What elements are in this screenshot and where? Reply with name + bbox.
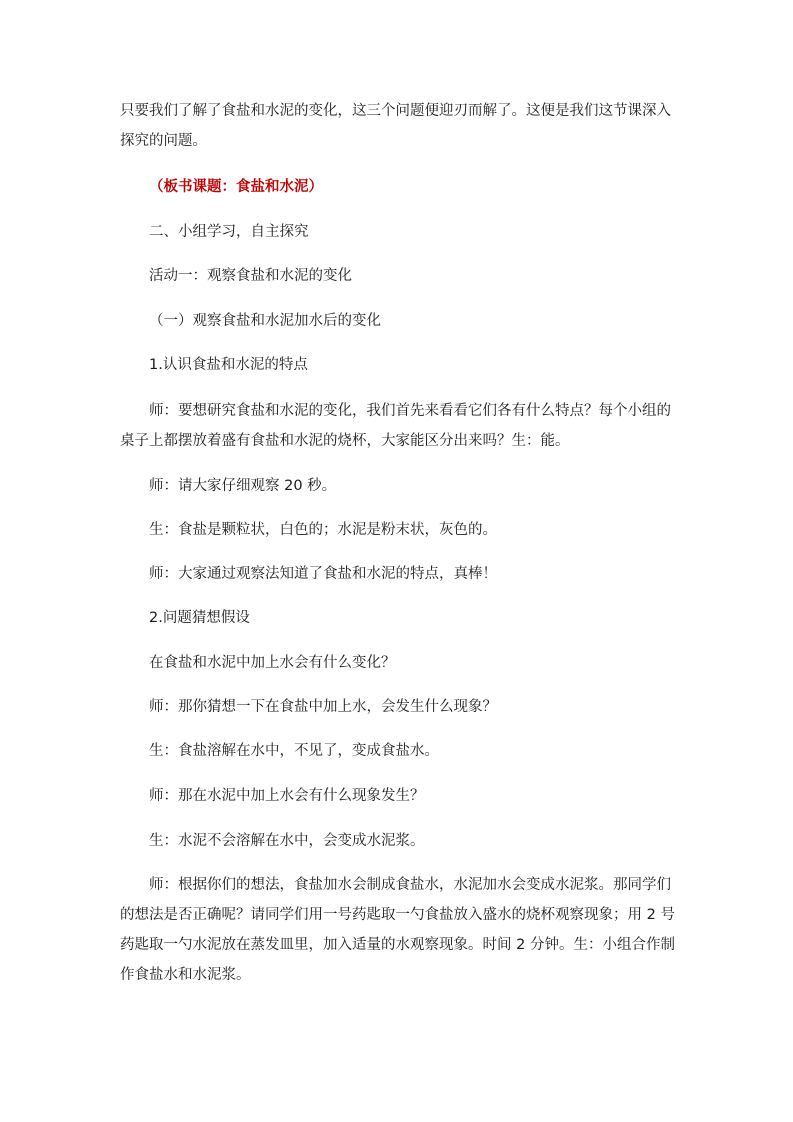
teacher-paragraph: 师：要想研究食盐和水泥的变化，我们首先来看看它们各有什么特点？每个小组的桌子上都摆放着盛有食盐和水泥的烧杯，大家能区分出来吗？生：能。	[120, 403, 671, 449]
teacher-paragraph: 师：请大家仔细观察 20 秒。	[149, 478, 337, 494]
teacher-paragraph: 师：那在水泥中加上水会有什么现象发生？	[149, 788, 425, 804]
section-heading: 二、小组学习，自主探究	[149, 224, 309, 240]
intro-paragraph: 只要我们了解了食盐和水泥的变化，这三个问题便迎刃而解了。这便是我们这节课深入探究的问题。	[120, 103, 671, 149]
student-paragraph: 生：食盐是颗粒状，白色的；水泥是粉末状，灰色的。	[149, 522, 497, 538]
lesson-title-heading: （板书课题：食盐和水泥）	[149, 179, 323, 195]
teacher-paragraph: 师：根据你们的想法，食盐加水会制成食盐水，水泥加水会变成水泥浆。那同学们的想法是否正确呢？请同学们用一号药匙取一勺食盐放入盛水的烧杯观察现象；用 2 号药匙取一勺水泥放在蒸发皿里，加入适量的水观察现象。时间 2 分钟。生：小组合作制作食盐水和水泥浆。	[120, 877, 675, 983]
student-paragraph: 生：水泥不会溶解在水中，会变成水泥浆。	[149, 833, 425, 849]
activity-heading: 活动一：观察食盐和水泥的变化	[149, 268, 352, 284]
teacher-paragraph: 师：那你猜想一下在食盐中加上水，会发生什么现象？	[149, 699, 497, 715]
question-paragraph: 在食盐和水泥中加上水会有什么变化？	[149, 655, 396, 671]
student-paragraph: 生：食盐溶解在水中，不见了，变成食盐水。	[149, 743, 439, 759]
subsection-heading: （一）观察食盐和水泥加水后的变化	[149, 313, 381, 329]
step-1-heading: 1.认识食盐和水泥的特点	[149, 357, 308, 373]
teacher-paragraph: 师：大家通过观察法知道了食盐和水泥的特点，真棒！	[149, 566, 497, 582]
step-2-heading: 2.问题猜想假设	[149, 610, 250, 626]
